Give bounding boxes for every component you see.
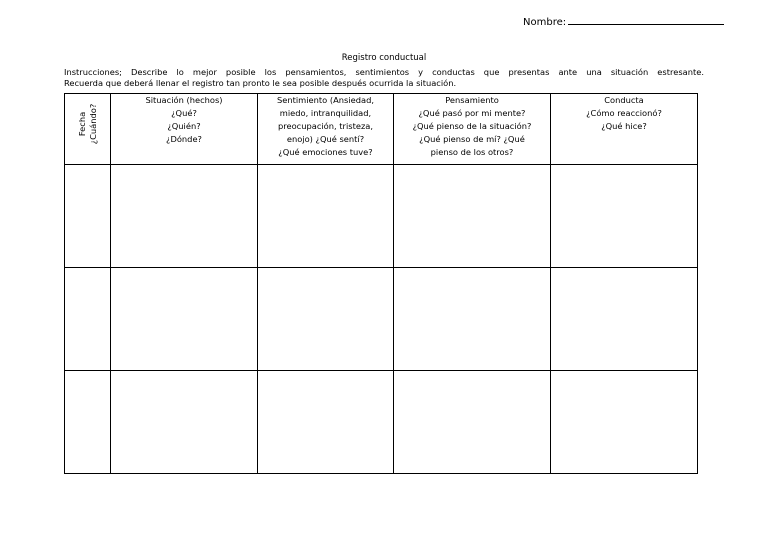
cell-fecha[interactable] [65, 371, 111, 474]
instructions-line-2: Recuerda que deberá llenar el registro tan pronto le sea posible después ocurrida la situación. [64, 78, 457, 88]
header-line: ¿Qué emociones tuve? [278, 147, 373, 157]
header-line: ¿Quién? [167, 121, 201, 131]
cell-situacion[interactable] [111, 371, 258, 474]
header-conducta [551, 94, 698, 165]
page-title: Registro conductual [341, 53, 427, 63]
cell-sentimiento[interactable] [258, 268, 394, 371]
cell-fecha[interactable] [65, 165, 111, 268]
header-fecha-label: Fecha [76, 111, 87, 136]
header-line: Conducta [604, 95, 644, 105]
header-fecha [65, 94, 111, 165]
cell-sentimiento[interactable] [258, 165, 394, 268]
header-line: enojo) ¿Qué sentí? [286, 134, 365, 144]
cell-pensamiento[interactable] [394, 371, 551, 474]
header-fecha-question: ¿Cuándo? [87, 103, 98, 145]
table-row [65, 268, 698, 371]
cell-conducta[interactable] [551, 268, 698, 371]
table-row [65, 165, 698, 268]
table-header-row [65, 94, 698, 165]
header-line: ¿Qué? [171, 108, 197, 118]
cell-pensamiento[interactable] [394, 165, 551, 268]
header-pensamiento [394, 94, 551, 165]
behavior-record-table [64, 93, 698, 474]
cell-sentimiento[interactable] [258, 371, 394, 474]
cell-conducta[interactable] [551, 165, 698, 268]
cell-situacion[interactable] [111, 268, 258, 371]
header-line: miedo, intranquilidad, [279, 108, 372, 118]
cell-situacion[interactable] [111, 165, 258, 268]
header-line: Sentimiento (Ansiedad, [276, 95, 375, 105]
header-situacion [111, 94, 258, 165]
header-sentimiento [258, 94, 394, 165]
header-line: pienso de los otros? [430, 147, 514, 157]
header-line: preocupación, tristeza, [277, 121, 374, 131]
table-row [65, 371, 698, 474]
header-line: ¿Cómo reaccionó? [586, 108, 662, 118]
cell-fecha[interactable] [65, 268, 111, 371]
instructions-line-1: Instrucciones; Describe lo mejor posible los pensamientos, sentimientos y conductas que presentas ante una situación estresante. [64, 67, 704, 77]
header-line: ¿Qué pienso de mí? ¿Qué [419, 134, 525, 144]
cell-pensamiento[interactable] [394, 268, 551, 371]
header-line: Situación (hechos) [145, 95, 223, 105]
name-blank-line[interactable] [568, 14, 724, 25]
name-field [523, 14, 724, 28]
header-line: ¿Qué pienso de la situación? [412, 121, 532, 131]
name-label: Nombre: [523, 17, 567, 28]
instructions [64, 67, 704, 89]
header-line: ¿Qué hice? [601, 121, 647, 131]
header-line: Pensamiento [445, 95, 499, 105]
header-line: ¿Qué pasó por mi mente? [418, 108, 526, 118]
cell-conducta[interactable] [551, 371, 698, 474]
header-line: ¿Dónde? [166, 134, 202, 144]
